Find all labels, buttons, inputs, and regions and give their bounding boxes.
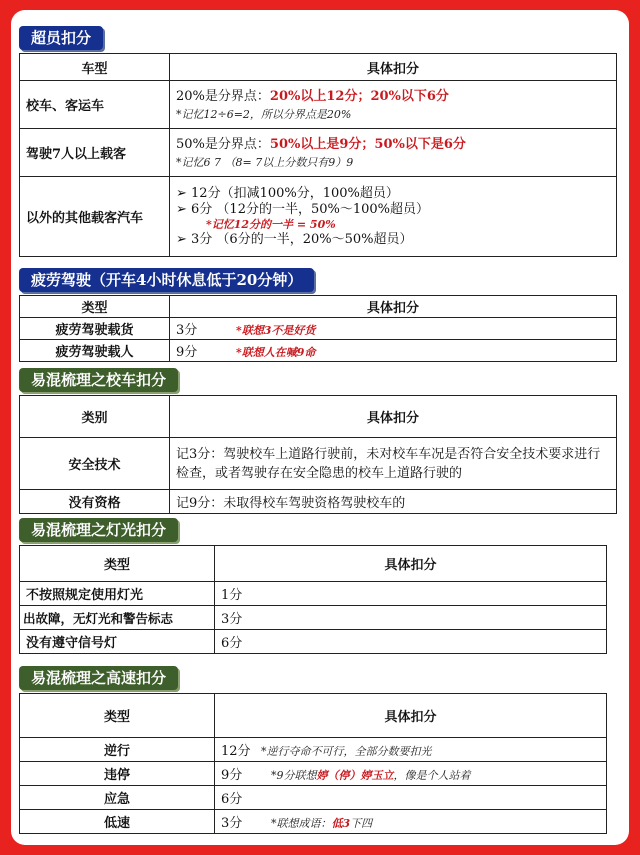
- fatigue-table: [19, 295, 617, 362]
- section-title: 易混梳理之高速扣分: [19, 666, 178, 690]
- row-deduction: [170, 81, 617, 129]
- memo-note: ，像是个人站着: [393, 769, 471, 782]
- schoolbus-table: [19, 395, 617, 514]
- col-header-category: 类别: [20, 396, 170, 438]
- highway-table: [19, 693, 607, 834]
- memo-highlight: 低3: [331, 817, 351, 830]
- col-header-type: 类型: [20, 694, 215, 738]
- section-fatigue: [19, 268, 617, 362]
- row-type: 违停: [20, 762, 215, 786]
- score: 6分: [215, 630, 607, 654]
- table-row: [20, 438, 617, 490]
- row-deduction: [215, 810, 607, 834]
- row-type: 校车、客运车: [20, 81, 170, 129]
- row-deduction: 记9分：未取得校车驾驶资格驾驶校车的: [170, 490, 617, 514]
- table-row: [20, 762, 607, 786]
- score: 9分: [176, 345, 198, 360]
- bullet-text: 12分（扣减100%分，100%超员）: [191, 185, 399, 201]
- table-row: [20, 129, 617, 177]
- overload-table: [19, 53, 617, 257]
- row-type: 以外的其他载客汽车: [20, 177, 170, 257]
- memo-note: *记忆12÷6=2，所以分界点是20%: [176, 108, 352, 121]
- row-type: 应急: [20, 786, 215, 810]
- section-title: 超员扣分: [19, 26, 103, 50]
- score: 1分: [215, 582, 607, 606]
- deduction-highlight: 50%以上是9分；50%以下是6分: [269, 137, 466, 152]
- arrow-bullet-icon: ➢: [176, 185, 192, 201]
- score: 6分: [215, 786, 607, 810]
- bullet-text: 3分 （6分的一半，20%～50%超员）: [191, 231, 413, 247]
- table-row: [20, 318, 617, 340]
- table-row: [20, 786, 607, 810]
- row-type: 低速: [20, 810, 215, 834]
- memo-note: *记忆6 7 （8= 7以上分数只有9）9: [176, 156, 354, 169]
- memo-note: *逆行夺命不可行，全部分数要扣光: [261, 745, 432, 758]
- row-deduction: [170, 318, 617, 340]
- row-deduction: [170, 340, 617, 362]
- table-row: [20, 177, 617, 257]
- col-header-deduction: 具体扣分: [170, 296, 617, 318]
- memo-note: *记忆12分的一半 = 50%: [206, 217, 336, 231]
- table-row: [20, 810, 607, 834]
- row-deduction: 记3分：驾驶校车上道路行驶前，未对校车车况是否符合安全技术要求进行检查，或者驾驶存在安全隐患的校车上道路行驶的: [170, 438, 617, 490]
- col-header-deduction: 具体扣分: [170, 396, 617, 438]
- score: 3分: [176, 323, 198, 338]
- lights-table: [19, 545, 607, 654]
- row-type: 逆行: [20, 738, 215, 762]
- row-type: 疲劳驾驶载人: [20, 340, 170, 362]
- col-header-deduction: 具体扣分: [170, 54, 617, 81]
- row-type: 出故障，无灯光和警告标志: [20, 606, 215, 630]
- row-deduction: [215, 738, 607, 762]
- table-row: [20, 340, 617, 362]
- memo-note: 下四: [350, 817, 373, 830]
- col-header-deduction: 具体扣分: [215, 546, 607, 582]
- section-title: 易混梳理之校车扣分: [19, 368, 178, 392]
- score: 9分: [221, 768, 243, 783]
- col-header-type: 车型: [20, 54, 170, 81]
- bullet-text: 6分 （12分的一半，50%～100%超员）: [191, 201, 430, 217]
- content-card: [11, 10, 629, 845]
- row-deduction: [170, 177, 617, 257]
- arrow-bullet-icon: ➢: [176, 201, 192, 217]
- section-highway: [19, 666, 607, 834]
- memo-highlight: 婷（停）婷玉立: [316, 769, 394, 782]
- col-header-type: 类型: [20, 546, 215, 582]
- row-type: 安全技术: [20, 438, 170, 490]
- memo-note: *联想成语：: [271, 817, 332, 830]
- section-title: 疲劳驾驶（开车4小时休息低于20分钟）: [19, 268, 314, 292]
- row-type: 没有资格: [20, 490, 170, 514]
- memo-note: *联想人在喊9命: [236, 346, 316, 359]
- table-row: [20, 606, 607, 630]
- score: 12分: [221, 744, 251, 759]
- table-row: [20, 630, 607, 654]
- score: 3分: [221, 816, 243, 831]
- row-deduction: [170, 129, 617, 177]
- deduction-text: 20%是分界点：: [176, 89, 270, 104]
- arrow-bullet-icon: ➢: [176, 231, 192, 247]
- table-row: [20, 738, 607, 762]
- table-row: [20, 490, 617, 514]
- table-row: [20, 582, 607, 606]
- deduction-highlight: 20%以上12分；20%以下6分: [269, 89, 449, 104]
- section-title: 易混梳理之灯光扣分: [19, 518, 178, 542]
- deduction-text: 50%是分界点：: [176, 137, 270, 152]
- section-schoolbus: [19, 368, 617, 514]
- row-type: 没有遵守信号灯: [20, 630, 215, 654]
- section-lights: [19, 518, 607, 654]
- memo-note: *9分联想: [271, 769, 317, 782]
- table-row: [20, 81, 617, 129]
- row-type: 不按照规定使用灯光: [20, 582, 215, 606]
- section-overload: [19, 26, 617, 257]
- row-type: 驾驶7人以上载客: [20, 129, 170, 177]
- score: 3分: [215, 606, 607, 630]
- col-header-type: 类型: [20, 296, 170, 318]
- row-deduction: [215, 762, 607, 786]
- col-header-deduction: 具体扣分: [215, 694, 607, 738]
- memo-note: *联想3不是好货: [236, 324, 316, 337]
- row-type: 疲劳驾驶载货: [20, 318, 170, 340]
